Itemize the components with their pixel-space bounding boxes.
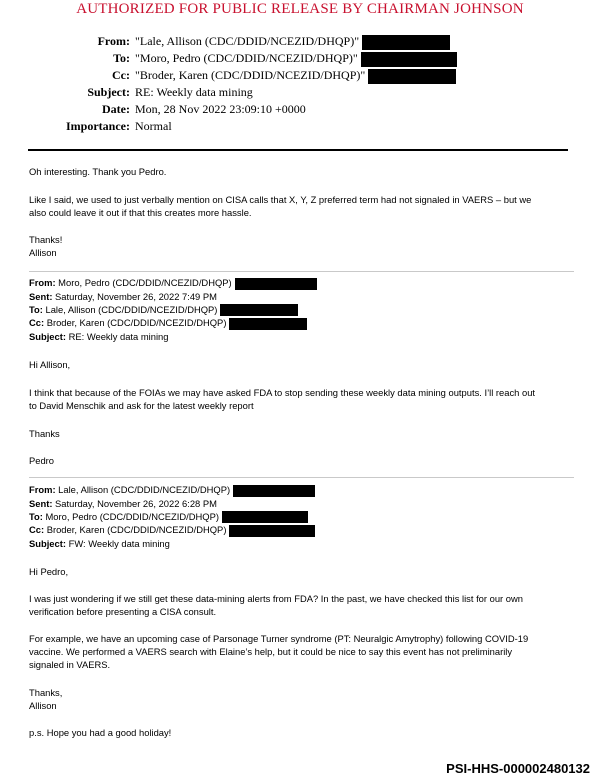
- msg3-signoff: Thanks, Allison: [29, 687, 63, 711]
- msg3-header: [29, 483, 569, 550]
- msg2-greeting: Hi Allison,: [29, 359, 71, 370]
- msg1-signoff: Thanks! Allison: [29, 234, 63, 258]
- msg3-p1: I was just wondering if we still get these data-mining alerts from FDA? In the past, we have checked this list for our own verification before presenting a CISA consult.: [29, 593, 523, 617]
- date-value: Mon, 28 Nov 2022 23:09:10 +0000: [135, 102, 306, 116]
- redaction-box: [361, 52, 457, 67]
- msg3-to-row: To: Moro, Pedro (CDC/DDID/NCEZID/DHQP): [29, 510, 569, 524]
- msg1-p1: Oh interesting. Thank you Pedro.: [29, 166, 167, 177]
- msg3-cc-row: Cc: Broder, Karen (CDC/DDID/NCEZID/DHQP): [29, 523, 569, 537]
- redaction-box: [233, 485, 315, 497]
- msg2-header: [29, 276, 569, 343]
- msg3-p2: For example, we have an upcoming case of Parsonage Turner syndrome (PT: Neuralgic Amytrophy) following COVID-19 vaccine. We performed a VAERS search with Elaine’s help, but it could be nice to say this event has not preliminarily signaled in VAERS.: [29, 633, 529, 670]
- release-banner: AUTHORIZED FOR PUBLIC RELEASE BY CHAIRMAN JOHNSON: [76, 1, 524, 17]
- msg2-to-row: To: Lale, Allison (CDC/DDID/NCEZID/DHQP): [29, 303, 569, 317]
- msg2-from-row: From: Moro, Pedro (CDC/DDID/NCEZID/DHQP): [29, 276, 569, 290]
- redaction-box: [220, 304, 298, 316]
- msg3-sent-row: Sent: Saturday, November 26, 2022 6:28 PM: [29, 497, 217, 509]
- msg2-sent-row: Sent: Saturday, November 26, 2022 7:49 PM: [29, 290, 217, 302]
- msg1-p2: Like I said, we used to just verbally mention on CISA calls that X, Y, Z preferred term had not signaled in VAERS – but we also could leave it out if that this creates more hassle.: [29, 194, 532, 218]
- redaction-box: [229, 318, 307, 330]
- msg3-subject-row: Subject: FW: Weekly data mining: [29, 537, 170, 549]
- redaction-box: [229, 525, 315, 537]
- header-divider: [28, 149, 568, 151]
- message-separator: [29, 271, 574, 272]
- msg2-thanks: Thanks: [29, 428, 60, 439]
- redaction-box: [362, 35, 450, 50]
- msg3-from-row: From: Lale, Allison (CDC/DDID/NCEZID/DHQP): [29, 483, 569, 497]
- to-label: To:: [113, 51, 130, 65]
- msg2-p1: I think that because of the FOIAs we may have asked FDA to stop sending these weekly data mining outputs. I’ll reach out to David Menschik and ask for the latest weekly report: [29, 387, 536, 411]
- importance-label: Importance:: [66, 119, 130, 133]
- subject-value: RE: Weekly data mining: [135, 85, 253, 99]
- message-separator: [29, 477, 574, 478]
- subject-label: Subject:: [87, 85, 130, 99]
- redaction-box: [222, 511, 308, 523]
- msg3-ps: p.s. Hope you had a good holiday!: [29, 727, 172, 738]
- cc-value: "Broder, Karen (CDC/DDID/NCEZID/DHQP)": [135, 68, 366, 82]
- msg3-greeting: Hi Pedro,: [29, 566, 69, 577]
- to-value: "Moro, Pedro (CDC/DDID/NCEZID/DHQP)": [135, 51, 358, 65]
- importance-value: Normal: [135, 119, 172, 133]
- date-label: Date:: [102, 102, 130, 116]
- cc-label: Cc:: [112, 68, 130, 82]
- msg2-sign: Pedro: [29, 455, 55, 466]
- from-value: "Lale, Allison (CDC/DDID/NCEZID/DHQP)": [135, 34, 360, 48]
- redaction-box: [368, 69, 456, 84]
- msg2-cc-row: Cc: Broder, Karen (CDC/DDID/NCEZID/DHQP): [29, 316, 569, 330]
- msg2-subject-row: Subject: RE: Weekly data mining: [29, 330, 169, 342]
- bates-number: PSI-HHS-000002480132: [446, 761, 590, 776]
- from-label: From:: [97, 34, 130, 48]
- redaction-box: [235, 278, 317, 290]
